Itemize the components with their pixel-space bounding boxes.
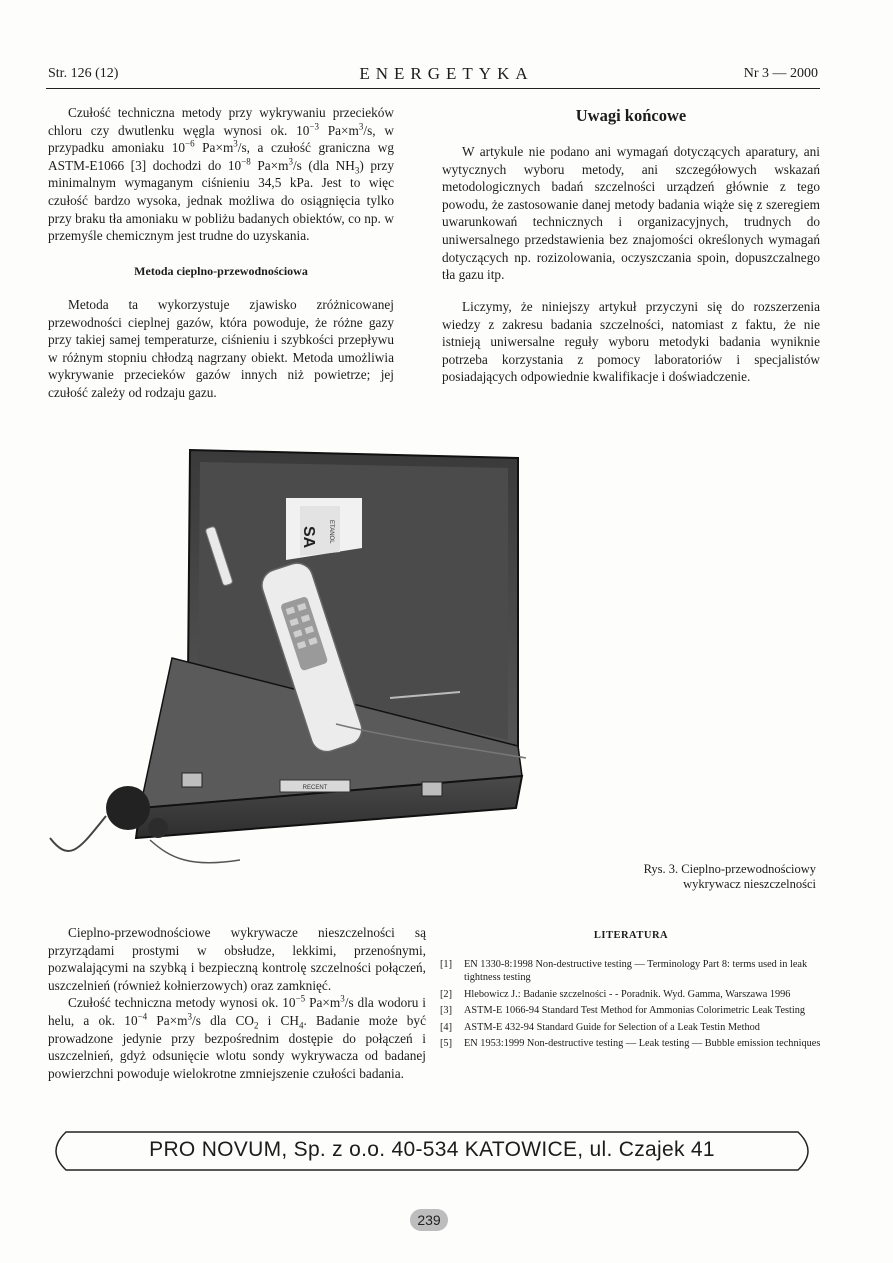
reference-item: [1] EN 1330-8:1998 Non-destructive testing — Terminology Part 8: terms used in leak tightness testing (440, 959, 808, 984)
reference-item: [3] ASTM-E 1066-94 Standard Test Method for Ammonias Colorimetric Leak Testing (440, 1005, 806, 1017)
right-paragraph-1: W artykule nie podano ani wymagań dotyczących aparatury, ani wytycznych wyboru metody, ani szczegółowych wskazań metodologicznych badań szczelności urządzeń głównie z tego powodu, że zastosowanie danej metody badania wiąże się z szeregiem uwarunkowań technicznych i organizacyjnych, trudnych do uniwersalnego przedstawienia bez znajomości określonych wymagań dotyczących np. rozizolowania, oczyszczania spoin, dopuszczalnego tła gazu itp. (442, 144, 820, 283)
figure-photo (40, 428, 550, 888)
reference-item: [5] EN 1953:1999 Non-destructive testing — Leak testing — Bubble emission techniques (440, 1038, 821, 1050)
reference-item: [4] ASTM-E 432-94 Standard Guide for Selection of a Leak Testin Method (440, 1021, 760, 1033)
section-subheading: Metoda cieplno-przewodnościowa (134, 264, 308, 278)
issue-number: Nr 3 — 2000 (743, 66, 818, 81)
manual-label-sa: SA (300, 526, 317, 549)
left-paragraph-2: Metoda ta wykorzystuje zjawisko zróżnicowanej przewodności cieplnej gazów, która powoduje, że różne gazy przy takiej samej temperaturze, ciśnieniu i szybkości przepływu w różnym stopniu chłodzą nagrzany obiekt. Metoda umożliwia wykrywanie przecieków gazów innych niż powietrze; jej czułość zależy od rodzaju gazu. (48, 297, 394, 400)
leak-detector-case-illustration (40, 428, 550, 888)
bottom-left-paragraphs (48, 924, 426, 1082)
manual-label-etanol: ETANOL (328, 520, 334, 544)
figure-caption: Rys. 3. Cieplno-przewodnościowy wykrywacz nieszczelności (643, 862, 816, 891)
section-heading: Uwagi końcowe (575, 106, 687, 125)
bottom-paragraph-1: Cieplno-przewodnościowe wykrywacze nieszczelności są przyrządami prostymi w obsłudze, lekkimi, przenośnymi, pozwalającymi na szybką i bezpieczną kontrolę szczelności połączeń, uszczelnień (również kołnierzowych) oraz zamknięć. (48, 925, 426, 993)
case-plate-label: RECENT (302, 785, 328, 791)
right-paragraph-2: Liczymy, że niniejszy artykuł przyczyni się do rozszerzenia wiedzy z zakresu badania szczelności, natomiast z faktu, że nie istnieją uniwersalne reguły wyboru metodyki badania wyniknie potrzeba korzystania z pomocy laboratoriów i specjalistów posiadających odpowiednie kwalifikacje i doświadczenie. (442, 299, 820, 385)
reference-item: [2] Hlebowicz J.: Badanie szczelności - - Poradnik. Wyd. Gamma, Warszawa 1996 (440, 988, 791, 1000)
references-heading: LITERATURA (593, 930, 669, 941)
running-head-page: Str. 126 (12) (48, 66, 119, 81)
page-number-badge: 239 (410, 1209, 448, 1231)
references-list (440, 958, 822, 1053)
bottom-paragraph-2: Czułość techniczna metody wynosi ok. $10^{-5}$ $Pa\times m^3/s$ dla wodoru i helu, a ok. $10^{-4}$ $Pa\times m^3/s$ dla $CO_2$ i $CH_4$. Badanie może być prowadzone jedynie przy bezpośrednim dostępie do połączeń i uszczelnień, gdyż odsunięcie wlotu sondy wykrywacza od badanej powierzchni powoduje wielokrotne zmniejszenie czułości badania. (48, 993, 426, 1081)
footer-banner-text: PRO NOVUM, Sp. z o.o. 40-534 KATOWICE, ul. Czajek 41 (149, 1138, 715, 1161)
left-paragraph-1: Czułość techniczna metody przy wykrywaniu przecieków chloru czy dwutlenku węgla wynosi ok. $10^{-3}$ $Pa\times m^3/s$, w przypadku amoniaku $10^{-6}$ $Pa\times m^3/s$, a czułość graniczna wg ASTM-E1066 [3] dochodzi do $10^{-8}$ $Pa\times m^3/s$ (dla $NH_3$) przy minimalnym wymaganym ciśnieniu 34,5 kPa. Jest to więc czułość bardzo wysoka, jednak możliwa do osiągnięcia tylko przy braku tła amoniaku w pobliżu badanych obiektów, co np. w przemyśle chemicznym jest trudne do uzyskania. (48, 105, 394, 244)
header-rule (46, 88, 820, 89)
journal-title: ENERGETYKA (359, 64, 534, 83)
